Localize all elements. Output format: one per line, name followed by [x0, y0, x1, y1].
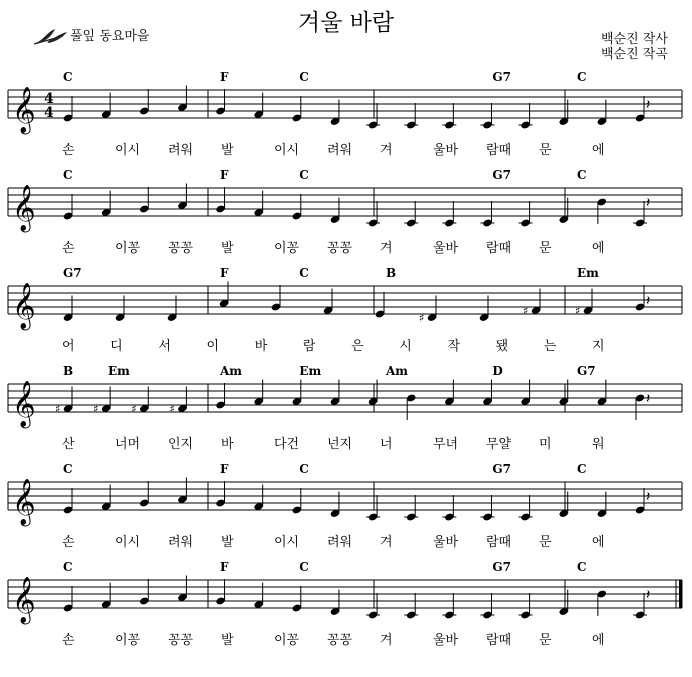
lyric-syllable: 에	[592, 535, 605, 550]
lyric-syllable: 꽁꽁	[327, 241, 353, 256]
organization-label: 풀잎 동요마을	[70, 29, 150, 44]
lyric-syllable: 꽁꽁	[327, 633, 353, 648]
lyric-syllable: 이시	[274, 143, 300, 158]
lyric-syllable: 무얄	[486, 437, 512, 452]
time-signature-top: 4	[44, 91, 54, 107]
chord-symbol: G7	[492, 560, 512, 574]
sharp-icon: ♯	[55, 402, 61, 416]
chord-symbol: C	[299, 560, 309, 574]
lyric-syllable: 려워	[168, 535, 194, 550]
lyric-syllable: 됐	[495, 339, 509, 354]
lyric-syllable: 디	[110, 339, 123, 354]
lyric-syllable: 손	[62, 241, 75, 256]
chord-symbol: Em	[299, 364, 322, 378]
chord-symbol: Am	[386, 364, 409, 378]
song-title: 겨울 바람	[297, 10, 395, 36]
lyric-syllable: 는	[543, 339, 557, 354]
lyric-syllable: 이시	[115, 535, 141, 550]
lyric-syllable: 꽁꽁	[168, 241, 194, 256]
lyric-syllable: 바	[254, 339, 268, 354]
lyric-syllable: 시	[399, 339, 412, 354]
lyric-syllable: 지	[592, 339, 605, 354]
lyric-syllable: 인지	[168, 437, 194, 452]
lyric-syllable: 울바	[433, 241, 459, 256]
chord-symbol: B	[386, 266, 397, 280]
lyric-syllable: 발	[221, 241, 234, 256]
lyric-syllable: 에	[592, 241, 605, 256]
chord-symbol: G7	[577, 364, 596, 378]
quarter-rest-icon: 𝄽	[646, 195, 651, 211]
sharp-icon: ♯	[93, 402, 99, 416]
lyric-syllable: 람	[302, 339, 316, 354]
lyric-syllable: 겨	[380, 143, 393, 158]
lyric-syllable: 이꽁	[115, 241, 141, 256]
lyric-syllable: 어	[62, 339, 75, 354]
chord-symbol: C	[577, 70, 587, 84]
lyric-syllable: 넌지	[327, 437, 353, 452]
lyric-syllable: 산	[62, 437, 75, 452]
lyric-syllable: 문	[539, 535, 552, 550]
lyric-syllable: 람때	[486, 633, 512, 648]
chord-symbol: F	[220, 560, 229, 574]
sharp-icon: ♯	[131, 402, 137, 416]
lyric-syllable: 발	[221, 633, 234, 648]
lyric-syllable: 은	[351, 339, 364, 354]
lyric-syllable: 이시	[115, 143, 141, 158]
lyric-syllable: 겨	[380, 633, 393, 648]
lyric-syllable: 문	[539, 633, 552, 648]
lyric-syllable: 너머	[115, 437, 141, 452]
lyric-syllable: 이꽁	[274, 633, 300, 648]
lyric-syllable: 람때	[486, 143, 512, 158]
chord-symbol: C	[299, 266, 309, 280]
lyric-syllable: 람때	[486, 535, 512, 550]
chord-symbol: F	[220, 70, 229, 84]
lyricist-credit: 백순진 작사	[601, 32, 668, 47]
lyric-syllable: 겨	[380, 535, 393, 550]
chord-symbol: C	[63, 560, 73, 574]
lyric-syllable: 손	[62, 535, 75, 550]
lyric-syllable: 바	[221, 437, 234, 452]
lyric-syllable: 꽁꽁	[168, 633, 194, 648]
sharp-icon: ♯	[523, 304, 529, 318]
chord-symbol: C	[577, 560, 587, 574]
sharp-icon: ♯	[419, 311, 425, 325]
treble-clef-icon: 𝄞	[12, 185, 36, 231]
chord-symbol: B	[63, 364, 74, 378]
chord-symbol: C	[299, 168, 309, 182]
treble-clef-icon: 𝄞	[12, 577, 36, 623]
quarter-rest-icon: 𝄽	[646, 587, 651, 603]
chord-symbol: C	[577, 168, 587, 182]
composer-credit: 백순진 작곡	[601, 47, 668, 62]
chord-symbol: F	[220, 266, 229, 280]
sharp-icon: ♯	[575, 304, 581, 318]
lyric-syllable: 울바	[433, 633, 459, 648]
chord-symbol: G7	[492, 462, 512, 476]
lyric-syllable: 문	[539, 241, 552, 256]
quarter-rest-icon: 𝄽	[646, 97, 651, 113]
chord-symbol: F	[220, 462, 229, 476]
chord-symbol: Em	[577, 266, 599, 280]
time-signature-bottom: 4	[44, 105, 54, 121]
chord-symbol: F	[220, 168, 229, 182]
chord-symbol: C	[63, 168, 73, 182]
treble-clef-icon: 𝄞	[12, 479, 36, 525]
chord-symbol: Em	[108, 364, 130, 378]
lyric-syllable: 울바	[433, 143, 459, 158]
lyric-syllable: 이시	[274, 535, 300, 550]
chord-symbol: Am	[220, 364, 243, 378]
lyric-syllable: 이꽁	[274, 241, 300, 256]
lyric-syllable: 다건	[274, 437, 300, 452]
chord-symbol: D	[492, 364, 503, 378]
lyric-syllable: 너	[380, 437, 393, 452]
quarter-rest-icon: 𝄽	[646, 391, 651, 407]
chord-symbol: G7	[63, 266, 82, 280]
lyric-syllable: 려워	[327, 143, 353, 158]
lyric-syllable: 에	[592, 633, 605, 648]
sharp-icon: ♯	[169, 402, 175, 416]
chord-symbol: C	[63, 462, 73, 476]
chord-symbol: C	[577, 462, 587, 476]
lyric-syllable: 문	[539, 143, 552, 158]
lyric-syllable: 발	[221, 535, 234, 550]
lyric-syllable: 손	[62, 143, 75, 158]
lyric-syllable: 손	[62, 633, 75, 648]
treble-clef-icon: 𝄞	[12, 283, 36, 329]
lyric-syllable: 워	[592, 437, 605, 452]
quarter-rest-icon: 𝄽	[646, 489, 651, 505]
lyric-syllable: 미	[539, 437, 552, 452]
lyric-syllable: 에	[592, 143, 605, 158]
lyric-syllable: 람때	[486, 241, 512, 256]
lyric-syllable: 려워	[327, 535, 353, 550]
lyric-syllable: 겨	[380, 241, 393, 256]
chord-symbol: C	[299, 70, 309, 84]
lyric-syllable: 서	[158, 339, 171, 354]
chord-symbol: C	[63, 70, 73, 84]
final-barline	[679, 580, 682, 608]
lyric-syllable: 작	[447, 339, 461, 354]
lyric-syllable: 발	[221, 143, 234, 158]
treble-clef-icon: 𝄞	[12, 381, 36, 427]
chord-symbol: C	[299, 462, 309, 476]
lyric-syllable: 이꽁	[115, 633, 141, 648]
lyric-syllable: 울바	[433, 535, 459, 550]
chord-symbol: G7	[492, 168, 512, 182]
quarter-rest-icon: 𝄽	[646, 293, 651, 309]
lyric-syllable: 이	[206, 339, 220, 354]
lyric-syllable: 려워	[168, 143, 194, 158]
treble-clef-icon: 𝄞	[12, 87, 36, 133]
chord-symbol: G7	[492, 70, 512, 84]
lyric-syllable: 무녀	[433, 437, 459, 452]
